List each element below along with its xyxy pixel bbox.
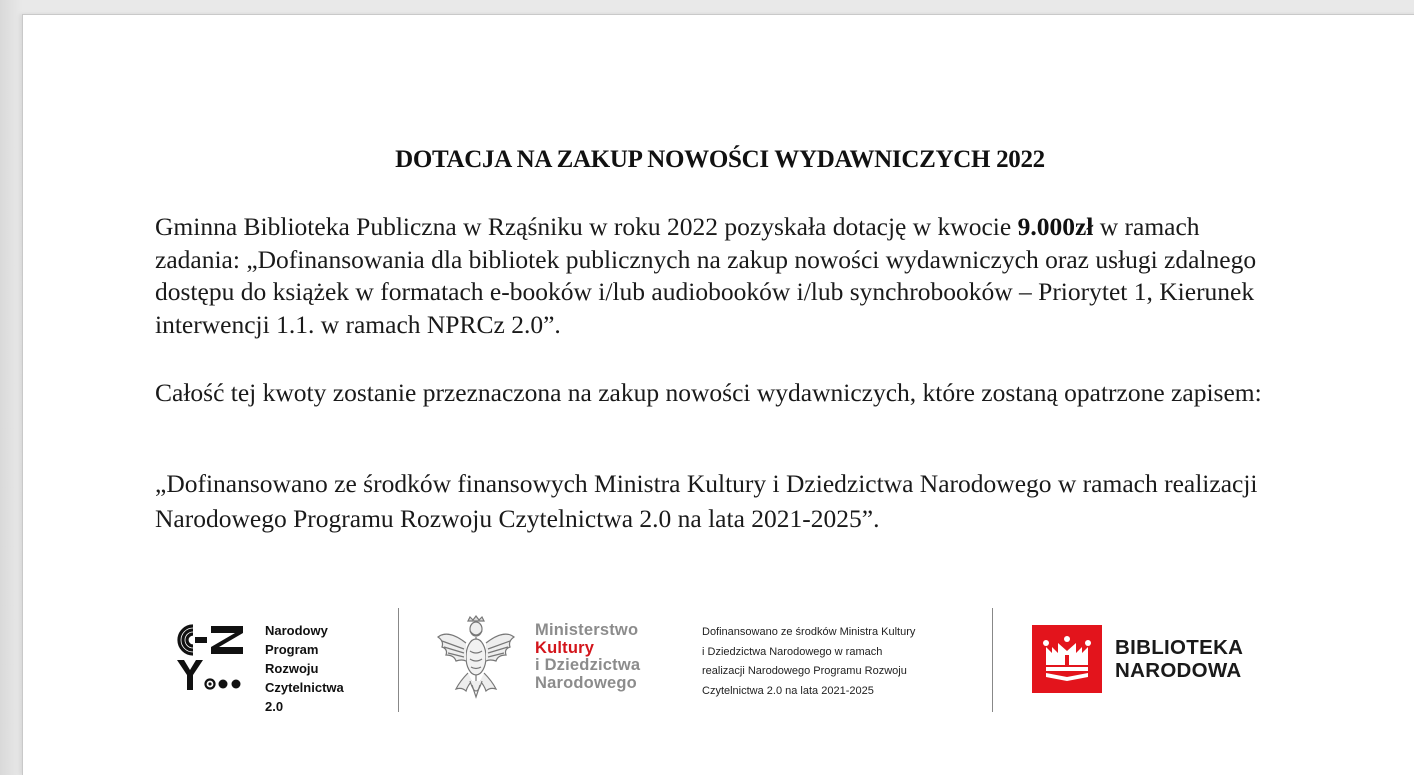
polish-eagle-emblem-icon [434, 615, 518, 703]
nprcz-line: Rozwoju [265, 661, 319, 676]
sponsor-logos-footer [0, 600, 1414, 730]
nprcz-line: Narodowy [265, 623, 328, 638]
library-line: NARODOWA [1115, 658, 1242, 682]
nprcz-logo-icon [173, 620, 253, 700]
paragraph-purpose: Całość tej kwoty zostanie przeznaczona na zakup nowości wydawniczych, które zostaną opatrzone zapisem: [155, 378, 1262, 407]
paragraph-funding-clause: „Dofinansowano ze środków finansowych Ministra Kultury i Dziedzictwa Narodowego w ramach realizacji Narodowego Programu Rozwoju Czytelnictwa 2.0 na lata 2021-2025”. [155, 469, 1258, 533]
library-line: BIBLIOTEKA [1115, 636, 1244, 659]
paragraph-text: w ramach zadania: „Dofinansowania dla bibliotek publicznych na zakup nowości wydawniczych oraz usługi zdalnego dostępu do książek w formatach e-booków i/lub audiobooków i/lub synchrobooków – Priorytet 1, Kierunek interwencji 1.1. w ramach NPRCz 2.0”. [155, 212, 1257, 339]
funding-note-line: Czytelnictwa 2.0 na lata 2021-2025 [702, 684, 874, 697]
nprcz-line: 2.0 [265, 699, 284, 714]
nprcz-logo-text [265, 621, 344, 716]
funding-note-line: i Dziedzictwa Narodowego w ramach [702, 645, 883, 658]
paragraph-grant-info [155, 211, 1285, 341]
ministry-line-highlight: Kultury [535, 638, 595, 657]
biblioteka-narodowa-crown-logo-icon [1032, 625, 1102, 693]
funding-note-line: realizacji Narodowego Programu Rozwoju [702, 665, 907, 677]
ministry-logo-text [535, 622, 640, 692]
ministry-line: i Dziedzictwa [535, 656, 641, 674]
nprcz-line: Program [265, 642, 319, 657]
nprcz-line: Czytelnictwa [265, 680, 344, 695]
paragraph-text: Gminna Biblioteka Publiczna w Rząśniku w roku 2022 pozyskała dotację w kwocie [155, 212, 1018, 241]
ministry-line: Ministerstwo [535, 621, 639, 639]
funding-note-line: Dofinansowano ze środków Ministra Kultury [702, 626, 916, 638]
logo-divider [398, 608, 399, 712]
funding-note [702, 623, 915, 701]
document-title: DOTACJA NA ZAKUP NOWOŚCI WYDAWNICZYCH 2022 [395, 146, 1045, 173]
logo-divider [992, 608, 993, 712]
grant-amount: 9.000zł [1017, 212, 1094, 241]
biblioteka-narodowa-text [1115, 637, 1243, 682]
ministry-line: Narodowego [535, 673, 637, 692]
